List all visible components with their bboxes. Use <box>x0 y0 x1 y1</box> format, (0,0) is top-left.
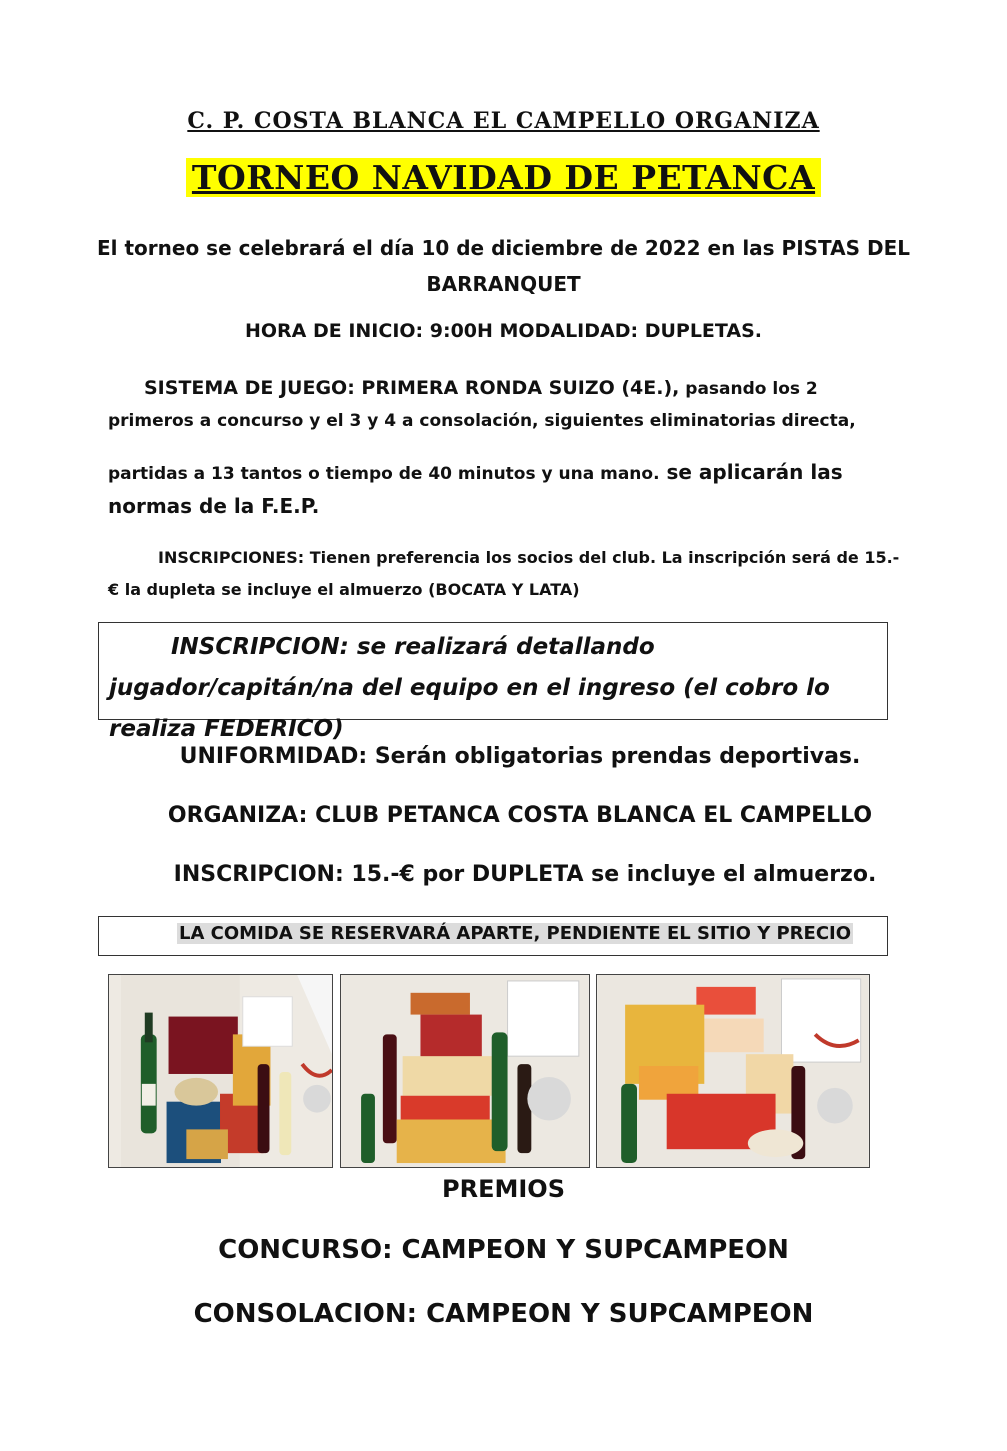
game-system-lead: SISTEMA DE JUEGO: PRIMERA RONDA SUIZO (4E.), <box>144 377 680 399</box>
prize-basket-illustration <box>597 975 869 1167</box>
prizes-heading: PREMIOS <box>442 1175 565 1203</box>
inscriptions-text: INSCRIPCIONES: Tienen preferencia los socios del club. La inscripción será de 15.-€ la dupleta se incluye el almuerzo (BOCATA Y LATA) <box>108 548 900 599</box>
meal-note-text: LA COMIDA SE RESERVARÁ APARTE, PENDIENTE EL SITIO Y PRECIO <box>179 923 852 944</box>
prizes-consolacion-line: CONSOLACION: CAMPEON Y SUPCAMPEON <box>193 1299 814 1329</box>
prize-photo-lot-2 <box>596 974 870 1168</box>
games-text: partidas a 13 tantos o tiempo de 40 minutos y una mano. <box>108 464 660 484</box>
fee-line: INSCRIPCION: 15.-€ por DUPLETA se incluye el almuerzo. <box>173 862 877 887</box>
prize-photo-lot-5 <box>340 974 590 1168</box>
organizer-line: ORGANIZA: CLUB PETANCA COSTA BLANCA EL CAMPELLO <box>167 803 873 828</box>
organizer-heading: C. P. COSTA BLANCA EL CAMPELLO ORGANIZA <box>187 108 820 134</box>
game-system-rest: pasando los 2 primeros a concurso y el 3 y 4 a consolación, siguientes eliminatorias directa, <box>108 379 856 431</box>
games-paragraph <box>108 456 908 524</box>
inscription-box <box>98 622 888 742</box>
prizes-concurso-line: CONCURSO: CAMPEON Y SUPCAMPEON <box>218 1235 789 1265</box>
game-system-paragraph <box>108 372 908 437</box>
prize-basket-illustration <box>341 975 589 1167</box>
uniform-line: UNIFORMIDAD: Serán obligatorias prendas deportivas. <box>179 744 861 769</box>
tournament-title: TORNEO NAVIDAD DE PETANCA <box>0 158 1007 197</box>
fep-rules-text: se aplicarán las normas de la F.E.P. <box>108 460 843 518</box>
date-location-line: El torneo se celebrará el día 10 de diciembre de 2022 en las PISTAS DEL BARRANQUET <box>97 236 910 296</box>
meal-note-box <box>98 916 888 956</box>
prize-photo-lot-4 <box>108 974 333 1168</box>
start-time-line: HORA DE INICIO: 9:00H MODALIDAD: DUPLETAS. <box>244 320 763 342</box>
prize-basket-illustration <box>109 975 332 1167</box>
inscriptions-paragraph <box>108 542 908 606</box>
inscription-box-text: INSCRIPCION: se realizará detallando jugador/capitán/na del equipo en el ingreso (el cobro lo realiza FEDERICO) <box>109 634 830 742</box>
